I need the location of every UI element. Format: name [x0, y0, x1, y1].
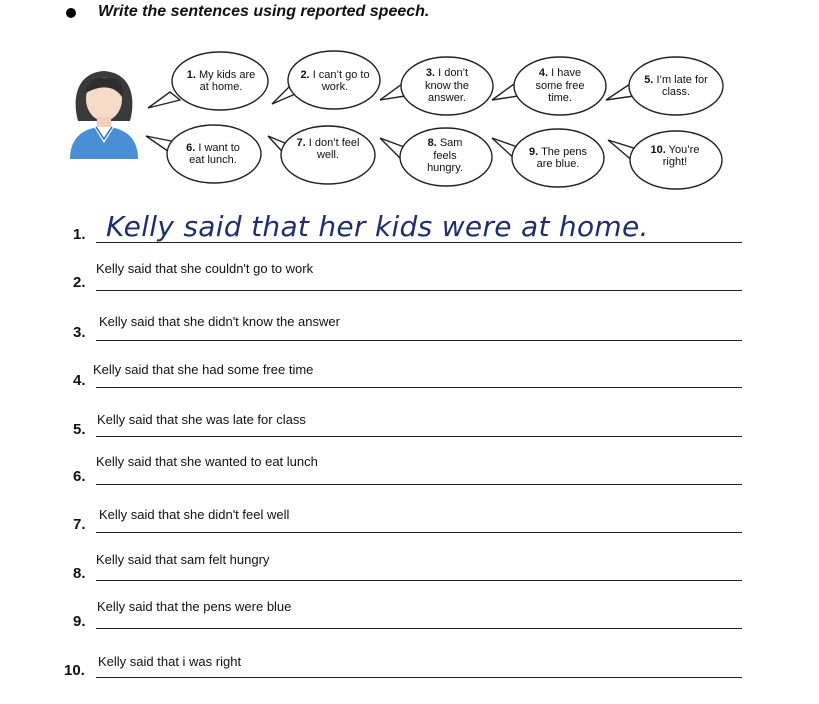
bubble-sentence: I’m late for class. [656, 73, 708, 98]
bubble-number: 6. [186, 141, 196, 154]
answer-text-7: Kelly said that she didn't feel well [99, 507, 290, 522]
bubble-sentence: My kids are at home. [199, 68, 256, 93]
bubble-8-text [416, 133, 474, 179]
bubble-10-text [644, 133, 706, 179]
item-number-4: 4. [73, 372, 86, 389]
bubble-sentence: I don’t know the answer. [424, 67, 470, 105]
bubble-sentence: I don’t feel well. [308, 136, 360, 161]
answer-line-1[interactable] [96, 242, 742, 243]
item-number-2: 2. [73, 274, 86, 291]
answer-text-5: Kelly said that she was late for class [97, 412, 306, 427]
item-number-8: 8. [73, 565, 86, 582]
bubble-6-text [180, 131, 246, 177]
bubble-number: 10. [650, 143, 666, 156]
bubble-sentence: You’re right! [662, 143, 700, 168]
bubble-3-text [414, 63, 480, 109]
item-number-6: 6. [73, 468, 86, 485]
bubble-1-shape [148, 92, 180, 108]
answer-text-2: Kelly said that she couldn't go to work [96, 261, 314, 276]
bubble-sentence: I have some free time. [535, 67, 585, 105]
answer-text-8: Kelly said that sam felt hungry [96, 552, 270, 567]
answer-line-2[interactable] [96, 290, 742, 291]
bubble-number: 1. [186, 68, 196, 81]
example-answer: Kelly said that her kids were at home. [106, 210, 649, 243]
answer-text-6: Kelly said that she wanted to eat lunch [96, 454, 318, 469]
bubble-number: 5. [644, 73, 654, 86]
answer-text-9: Kelly said that the pens were blue [97, 599, 292, 614]
answer-text-4: Kelly said that she had some free time [93, 362, 314, 377]
answer-text-10: Kelly said that i was right [98, 654, 242, 669]
bubble-2-text [300, 58, 370, 104]
bubble-sentence: I want to eat lunch. [189, 141, 240, 166]
item-number-5: 5. [73, 421, 86, 438]
answer-line-9[interactable] [96, 628, 742, 629]
bubble-1-text [184, 58, 258, 104]
answer-line-5[interactable] [96, 436, 742, 437]
item-number-10: 10. [64, 662, 85, 679]
bubble-number: 8. [427, 137, 437, 150]
item-number-1: 1. [73, 226, 86, 243]
bubble-sentence: Sam feels hungry. [427, 137, 463, 175]
answer-line-4[interactable] [96, 387, 742, 388]
item-number-7: 7. [73, 516, 86, 533]
bubble-7-text [296, 126, 360, 172]
answer-line-8[interactable] [96, 580, 742, 581]
item-number-3: 3. [73, 324, 86, 341]
bubble-9-text [528, 135, 588, 181]
bubble-number: 2. [300, 68, 310, 81]
bubble-number: 3. [425, 67, 436, 80]
bubble-5-text [644, 63, 708, 109]
bubble-number: 7. [296, 136, 306, 149]
bubble-number: 9. [529, 145, 539, 158]
answer-line-7[interactable] [96, 532, 742, 533]
bubble-4-text [526, 63, 594, 109]
answer-line-6[interactable] [96, 484, 742, 485]
bubble-sentence: I can’t go to work. [312, 68, 370, 93]
item-number-9: 9. [73, 613, 86, 630]
answer-text-3: Kelly said that she didn't know the answer [99, 314, 340, 329]
answer-line-3[interactable] [96, 340, 742, 341]
answer-line-10[interactable] [96, 677, 742, 678]
instruction-text: Write the sentences using reported speech. [98, 3, 430, 20]
bubble-number: 4. [538, 67, 549, 80]
bubble-sentence: The pens are blue. [536, 145, 587, 170]
